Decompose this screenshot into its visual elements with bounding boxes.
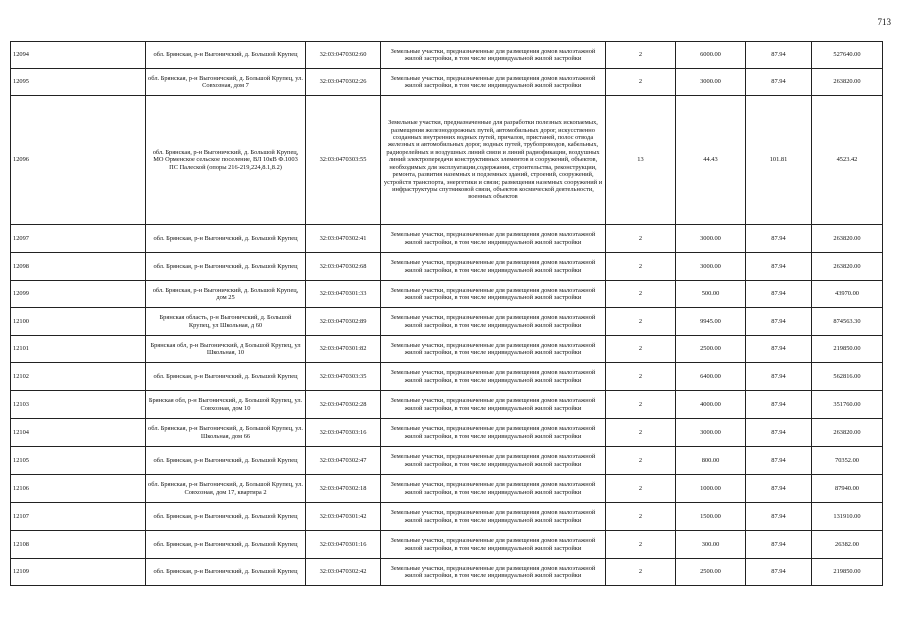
row-rate: 87.94: [746, 281, 812, 308]
table-row: [11, 391, 883, 419]
table-body: [11, 42, 883, 586]
row-cadastral-number: 32:03:0470302:89: [306, 308, 381, 336]
row-cadastral-number: 32:03:0470302:26: [306, 69, 381, 96]
row-rate: 87.94: [746, 363, 812, 391]
row-category: 2: [606, 336, 676, 363]
row-address: Брянская обл, р-н Выгоничский, д. Большой Крупец, ул. Совхозная, дом 10: [146, 391, 306, 419]
row-rate: 101.81: [746, 96, 812, 225]
row-address: обл. Брянская, р-н Выгоничский, д. Большой Крупец, дом 25: [146, 281, 306, 308]
row-rate: 87.94: [746, 308, 812, 336]
row-land-use: Земельные участки, предназначенные для размещения домов малоэтажной жилой застройки, в том числе индивидуальной жилой застройки: [381, 42, 606, 69]
row-number: 12098: [11, 253, 146, 281]
row-cadastral-number: 32:03:0470301:82: [306, 336, 381, 363]
row-cadastral-value: 263820.00: [812, 69, 883, 96]
table-row: [11, 503, 883, 531]
row-address: обл. Брянская, р-н Выгоничский, д. Большой Крупец: [146, 253, 306, 281]
cadastral-value-table: [10, 41, 883, 586]
table-row: [11, 69, 883, 96]
row-area: 3000.00: [676, 69, 746, 96]
row-area: 300.00: [676, 531, 746, 559]
row-address: Брянская обл, р-н Выгоничский, д Большой Крупец, ул Школьная, 10: [146, 336, 306, 363]
row-cadastral-number: 32:03:0470301:16: [306, 531, 381, 559]
row-rate: 87.94: [746, 503, 812, 531]
row-cadastral-number: 32:03:0470301:42: [306, 503, 381, 531]
row-land-use: Земельные участки, предназначенные для размещения домов малоэтажной жилой застройки, в том числе индивидуальной жилой застройки: [381, 559, 606, 586]
row-address: обл. Брянская, р-н Выгоничский, д. Большой Крупец: [146, 363, 306, 391]
row-area: 1000.00: [676, 475, 746, 503]
row-land-use: Земельные участки, предназначенные для размещения домов малоэтажной жилой застройки, в том числе индивидуальной жилой застройки: [381, 531, 606, 559]
row-address: обл. Брянская, р-н Выгоничский, д. Большой Крупец: [146, 503, 306, 531]
row-cadastral-value: 4523.42: [812, 96, 883, 225]
row-rate: 87.94: [746, 447, 812, 475]
row-land-use: Земельные участки, предназначенные для размещения домов малоэтажной жилой застройки, в том числе индивидуальной жилой застройки: [381, 225, 606, 253]
row-area: 3000.00: [676, 225, 746, 253]
row-address: обл. Брянская, р-н Выгоничский, д. Большой Крупец, ул. Совхозная, дом 17, квартира 2: [146, 475, 306, 503]
row-area: 9945.00: [676, 308, 746, 336]
table-row: [11, 363, 883, 391]
row-cadastral-value: 131910.00: [812, 503, 883, 531]
row-rate: 87.94: [746, 559, 812, 586]
row-area: 500.00: [676, 281, 746, 308]
row-cadastral-value: 527640.00: [812, 42, 883, 69]
row-cadastral-value: 562816.00: [812, 363, 883, 391]
row-address: обл. Брянская, р-н Выгоничский, д. Большой Крупец: [146, 225, 306, 253]
row-category: 2: [606, 281, 676, 308]
table-row: [11, 531, 883, 559]
row-cadastral-number: 32:03:0470302:18: [306, 475, 381, 503]
row-cadastral-number: 32:03:0470302:60: [306, 42, 381, 69]
row-area: 6400.00: [676, 363, 746, 391]
row-cadastral-value: 263820.00: [812, 253, 883, 281]
row-cadastral-value: 43970.00: [812, 281, 883, 308]
row-rate: 87.94: [746, 475, 812, 503]
row-category: 2: [606, 42, 676, 69]
row-rate: 87.94: [746, 531, 812, 559]
row-cadastral-value: 263820.00: [812, 225, 883, 253]
row-rate: 87.94: [746, 42, 812, 69]
row-cadastral-number: 32:03:0470302:41: [306, 225, 381, 253]
table-row: [11, 475, 883, 503]
row-land-use: Земельные участки, предназначенные для размещения домов малоэтажной жилой застройки, в том числе индивидуальной жилой застройки: [381, 419, 606, 447]
table-row: [11, 225, 883, 253]
table-row: [11, 419, 883, 447]
row-cadastral-number: 32:03:0470303:35: [306, 363, 381, 391]
row-number: 12100: [11, 308, 146, 336]
row-cadastral-value: 263820.00: [812, 419, 883, 447]
row-cadastral-number: 32:03:0470302:28: [306, 391, 381, 419]
row-land-use: Земельные участки, предназначенные для размещения домов малоэтажной жилой застройки, в том числе индивидуальной жилой застройки: [381, 253, 606, 281]
row-cadastral-value: 70352.00: [812, 447, 883, 475]
row-area: 800.00: [676, 447, 746, 475]
row-number: 12099: [11, 281, 146, 308]
row-land-use: Земельные участки, предназначенные для размещения домов малоэтажной жилой застройки, в том числе индивидуальной жилой застройки: [381, 503, 606, 531]
row-land-use: Земельные участки, предназначенные для разработки полезных ископаемых, размещения железнодорожных путей, автомобильных дорог, искусственно созданных внутренних водных путей, причалов, пристаней, полос отвода железных и автомобильных дорог, водных путей, трубопроводов, кабельных, радиорелейных и воздушных линий связи и линий радиофикации, воздушных линий электропередачи конструктивных элементов и сооружений, объектов, необходимых для эксплуатации,содержания, строительства, реконструкции, ремонта, развития наземных и подземных зданий, строений, сооружений, устройств транспорта, энергетики и связи; размещения наземных сооружений и инфраструктуры спутниковой связи, объектов космической деятельности, военных объектов: [381, 96, 606, 225]
row-category: 2: [606, 391, 676, 419]
row-cadastral-value: 26382.00: [812, 531, 883, 559]
row-category: 2: [606, 559, 676, 586]
row-number: 12097: [11, 225, 146, 253]
row-address: обл. Брянская, р-н Выгоничский, д. Большой Крупец: [146, 447, 306, 475]
row-rate: 87.94: [746, 253, 812, 281]
table-row: [11, 559, 883, 586]
row-number: 12107: [11, 503, 146, 531]
row-address: Брянская область, р-н Выгоничский, д. Большой Крупец, ул Школьная, д 60: [146, 308, 306, 336]
row-land-use: Земельные участки, предназначенные для размещения домов малоэтажной жилой застройки, в том числе индивидуальной жилой застройки: [381, 363, 606, 391]
row-address: обл. Брянская, р-н Выгоничский, д. Большой Крупец: [146, 42, 306, 69]
row-cadastral-number: 32:03:0470303:16: [306, 419, 381, 447]
row-category: 2: [606, 419, 676, 447]
row-cadastral-number: 32:03:0470302:47: [306, 447, 381, 475]
row-land-use: Земельные участки, предназначенные для размещения домов малоэтажной жилой застройки, в том числе индивидуальной жилой застройки: [381, 308, 606, 336]
row-number: 12109: [11, 559, 146, 586]
row-rate: 87.94: [746, 336, 812, 363]
row-address: обл. Брянская, р-н Выгоничский, д. Большой Крупец: [146, 559, 306, 586]
table-row: [11, 447, 883, 475]
row-cadastral-value: 219850.00: [812, 559, 883, 586]
row-number: 12096: [11, 96, 146, 225]
row-address: обл. Брянская, р-н Выгоничский, д. Большой Крупец, МО Орменское сельское поселение, ВЛ 10кВ Ф.1003 ПС Палеской (опоры 216-219,224,8.1,8.2): [146, 96, 306, 225]
row-area: 4000.00: [676, 391, 746, 419]
table-row: [11, 308, 883, 336]
table-row: [11, 253, 883, 281]
row-cadastral-value: 219850.00: [812, 336, 883, 363]
row-area: 44.43: [676, 96, 746, 225]
row-category: 2: [606, 308, 676, 336]
row-cadastral-number: 32:03:0470302:42: [306, 559, 381, 586]
row-category: 13: [606, 96, 676, 225]
row-category: 2: [606, 447, 676, 475]
row-number: 12104: [11, 419, 146, 447]
row-number: 12105: [11, 447, 146, 475]
row-land-use: Земельные участки, предназначенные для размещения домов малоэтажной жилой застройки, в том числе индивидуальной жилой застройки: [381, 336, 606, 363]
row-number: 12102: [11, 363, 146, 391]
row-address: обл. Брянская, р-н Выгоничский, д. Большой Крупец, ул. Совхозная, дом 7: [146, 69, 306, 96]
row-land-use: Земельные участки, предназначенные для размещения домов малоэтажной жилой застройки, в том числе индивидуальной жилой застройки: [381, 447, 606, 475]
row-land-use: Земельные участки, предназначенные для размещения домов малоэтажной жилой застройки, в том числе индивидуальной жилой застройки: [381, 391, 606, 419]
row-category: 2: [606, 253, 676, 281]
row-category: 2: [606, 69, 676, 96]
table-row: [11, 281, 883, 308]
page-number: 713: [877, 17, 891, 27]
row-rate: 87.94: [746, 225, 812, 253]
row-land-use: Земельные участки, предназначенные для размещения домов малоэтажной жилой застройки, в том числе индивидуальной жилой застройки: [381, 281, 606, 308]
row-land-use: Земельные участки, предназначенные для размещения домов малоэтажной жилой застройки, в том числе индивидуальной жилой застройки: [381, 69, 606, 96]
row-rate: 87.94: [746, 391, 812, 419]
row-area: 2500.00: [676, 559, 746, 586]
row-area: 2500.00: [676, 336, 746, 363]
row-category: 2: [606, 225, 676, 253]
row-area: 6000.00: [676, 42, 746, 69]
row-cadastral-value: 87940.00: [812, 475, 883, 503]
row-number: 12103: [11, 391, 146, 419]
row-area: 1500.00: [676, 503, 746, 531]
row-rate: 87.94: [746, 419, 812, 447]
row-category: 2: [606, 475, 676, 503]
row-land-use: Земельные участки, предназначенные для размещения домов малоэтажной жилой застройки, в том числе индивидуальной жилой застройки: [381, 475, 606, 503]
row-area: 3000.00: [676, 419, 746, 447]
row-number: 12094: [11, 42, 146, 69]
row-number: 12095: [11, 69, 146, 96]
row-cadastral-value: 351760.00: [812, 391, 883, 419]
row-category: 2: [606, 363, 676, 391]
row-category: 2: [606, 531, 676, 559]
row-address: обл. Брянская, р-н Выгоничский, д. Большой Крупец, ул. Школьная, дом 66: [146, 419, 306, 447]
row-cadastral-value: 874563.30: [812, 308, 883, 336]
row-category: 2: [606, 503, 676, 531]
row-address: обл. Брянская, р-н Выгоничский, д. Большой Крупец: [146, 531, 306, 559]
row-cadastral-number: 32:03:0470301:33: [306, 281, 381, 308]
row-number: 12101: [11, 336, 146, 363]
row-cadastral-number: 32:03:0470303:55: [306, 96, 381, 225]
table-row: [11, 42, 883, 69]
row-area: 3000.00: [676, 253, 746, 281]
table-row: [11, 336, 883, 363]
row-number: 12108: [11, 531, 146, 559]
row-rate: 87.94: [746, 69, 812, 96]
table-row: [11, 96, 883, 225]
row-cadastral-number: 32:03:0470302:68: [306, 253, 381, 281]
row-number: 12106: [11, 475, 146, 503]
